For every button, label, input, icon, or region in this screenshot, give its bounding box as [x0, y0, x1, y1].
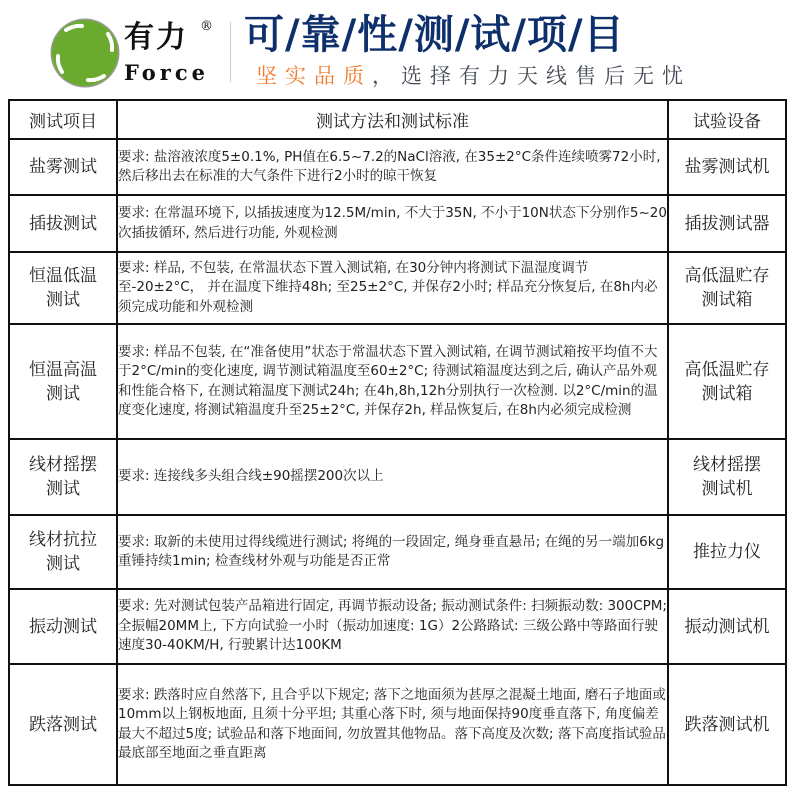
test-name: 盐雾测试	[9, 139, 117, 195]
green-circle-logo-icon	[52, 20, 118, 86]
page-header	[0, 0, 790, 100]
test-name	[9, 252, 117, 324]
reliability-test-table	[8, 99, 787, 786]
brand-name-cn: 有力	[124, 20, 188, 55]
column-header-method: 测试方法和测试标准	[117, 100, 668, 139]
test-method: 要求: 盐溶液浓度5±0.1%, PH值在6.5~7.2的NaCl溶液, 在35±2°C条件连续喷雾72小时, 然后移出去在标准的大气条件下进行2小时的晾干恢复	[117, 139, 668, 195]
test-name	[9, 439, 117, 515]
test-name-text: 恒温低温测试	[29, 266, 97, 310]
test-equipment-text: 高低温贮存测试箱	[684, 266, 770, 310]
subtitle-accent: 坚实品质	[256, 64, 372, 88]
test-equipment-text: 高低温贮存测试箱	[684, 359, 770, 404]
table-row	[9, 324, 786, 439]
test-name: 跌落测试	[9, 664, 117, 785]
test-name-text: 线材摇摆测试	[29, 455, 97, 499]
header-divider	[230, 22, 231, 82]
table-row	[9, 515, 786, 589]
table-row	[9, 139, 786, 195]
test-equipment: 插拔测试器	[668, 195, 786, 252]
test-equipment	[668, 252, 786, 324]
table-row	[9, 589, 786, 664]
test-name: 振动测试	[9, 589, 117, 664]
table-row	[9, 252, 786, 324]
page-subtitle	[256, 62, 691, 90]
column-header-equipment: 试验设备	[668, 100, 786, 139]
test-equipment	[668, 439, 786, 515]
test-name	[9, 515, 117, 589]
test-equipment	[668, 324, 786, 439]
registered-mark: ®	[200, 19, 213, 34]
test-name	[9, 324, 117, 439]
column-header-test-item: 测试项目	[9, 100, 117, 139]
test-equipment: 跌落测试机	[668, 664, 786, 785]
page-title: 可/靠/性/测/试/项/目	[244, 12, 625, 58]
test-equipment: 推拉力仪	[668, 515, 786, 589]
test-equipment: 盐雾测试机	[668, 139, 786, 195]
test-method: 要求: 在常温环境下, 以插拔速度为12.5M/min, 不大于35N, 不小于10N状态下分别作5~20次插拔循环, 然后进行功能, 外观检测	[117, 195, 668, 252]
test-method: 要求: 跌落时应自然落下, 且合乎以下规定; 落下之地面须为甚厚之混凝土地面, 磨石子地面或10mm以上钢板地面, 且须十分平坦; 其重心落下时, 须与地面保持90度垂直落下, 角度偏差最大不超过5度; 试验品和落下地面间, 勿放置其他物品。落下高度及次数; 落下高度指试验品最底部至地面之垂直距离	[117, 664, 668, 785]
brand-name-en: Force	[124, 60, 209, 85]
test-name: 插拔测试	[9, 195, 117, 252]
test-method: 要求: 样品, 不包装, 在常温状态下置入测试箱, 在30分钟内将测试下温湿度调节至-20±2°C， 并在温度下维持48h; 至25±2°C, 并保存2小时; 样品充分恢复后, 在8h内必须完成功能和外观检测	[117, 252, 668, 324]
table-row	[9, 195, 786, 252]
test-name-text: 线材抗拉测试	[29, 530, 97, 574]
table-row	[9, 664, 786, 785]
test-method: 要求: 先对测试包装产品箱进行固定, 再调节振动设备; 振动测试条件: 扫频振动数: 300CPM; 全振幅20MM上, 下方向试验一小时（振动加速度: 1G）2公路路试: 三级公路中等路面行驶速度30-40KM/H, 行驶累计达100KM	[117, 589, 668, 664]
test-method: 要求: 连接线多头组合线±90摇摆200次以上	[117, 439, 668, 515]
subtitle-rest: ，选择有力天线售后无忧	[372, 64, 691, 88]
test-method: 要求: 样品不包装, 在“准备使用”状态于常温状态下置入测试箱, 在调节测试箱按平均值不大于2°C/min的变化速度, 调节测试箱温度至60±2°C; 待测试箱温度达到之后, 确认产品外观和性能合格下, 在测试箱温度下测试24h; 在4h,8h,12h分别执行一次检测. 以2°C/min的温度变化速度, 将测试箱温度升至25±2°C, 并保存2h, 样品恢复后, 在8h内必须完成检测	[117, 324, 668, 439]
test-equipment-text: 线材摇摆测试机	[693, 455, 761, 499]
table-header-row	[9, 100, 786, 139]
brand-logo	[48, 17, 238, 87]
test-name-text: 恒温高温测试	[29, 359, 97, 404]
test-method: 要求: 取新的未使用过得线缆进行测试; 将绳的一段固定, 绳身垂直悬吊; 在绳的另一端加6kg重锤持续1min; 检查线材外观与功能是否正常	[117, 515, 668, 589]
test-equipment: 振动测试机	[668, 589, 786, 664]
table-row	[9, 439, 786, 515]
